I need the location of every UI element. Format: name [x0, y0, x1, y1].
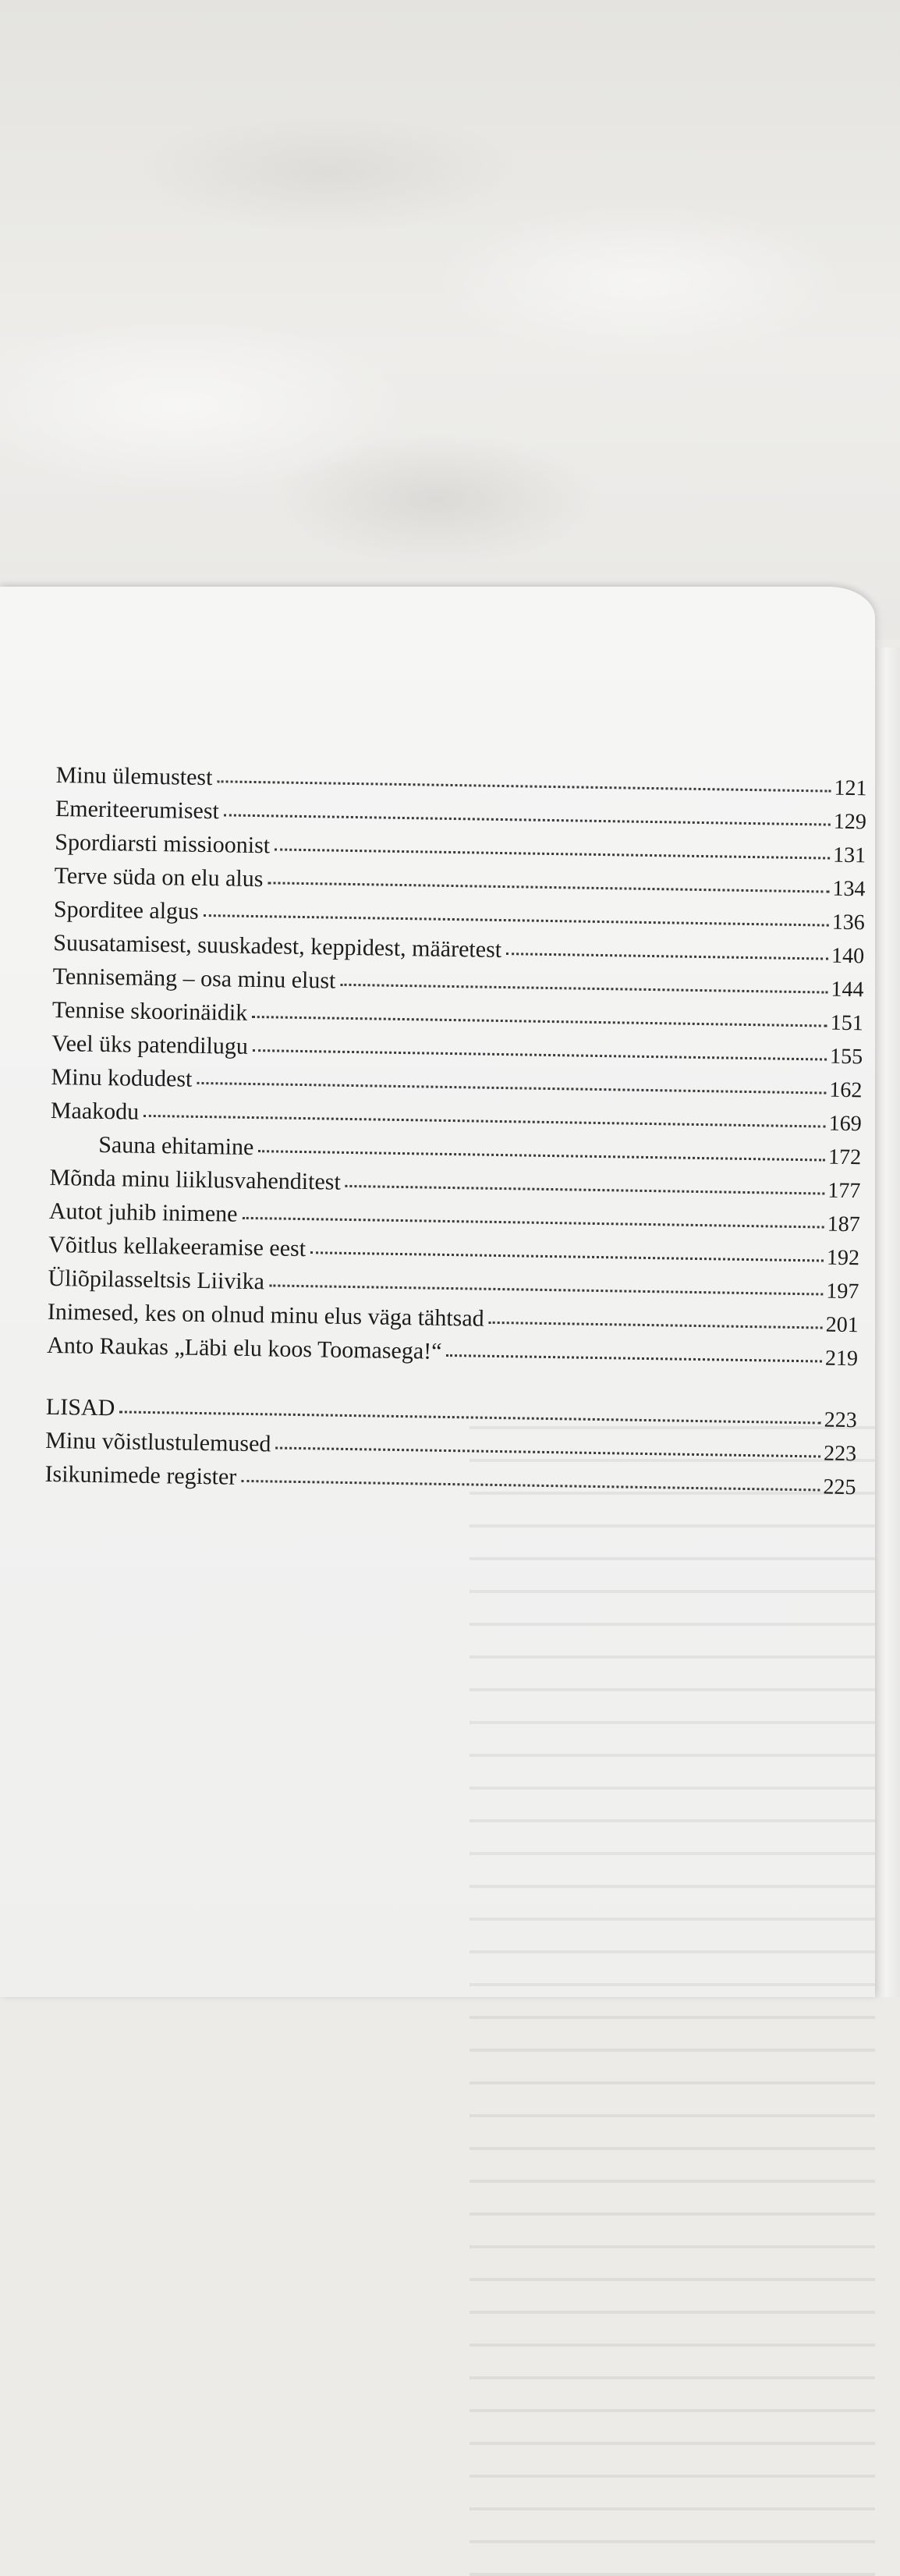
toc-entry-title: Maakodu: [50, 1097, 140, 1125]
dot-leader: [340, 984, 827, 994]
toc-entry-page: 129: [833, 809, 867, 835]
toc-entry-page: 187: [827, 1212, 860, 1237]
dot-leader: [489, 1322, 823, 1329]
toc-entry-title: Sauna ehitamine: [97, 1131, 254, 1161]
toc-entry-title: Veel üks patendilugu: [51, 1030, 249, 1059]
toc-entry-page: 155: [829, 1044, 863, 1070]
toc-entry-page: 219: [824, 1346, 859, 1371]
toc-entry-title: Tennisemäng – osa minu elust: [52, 963, 336, 994]
toc-entry-title: Minu võistlustulemused: [45, 1427, 271, 1457]
toc-entry-title: Spordiarsti missioonist: [55, 829, 271, 859]
toc-entry-title: Terve süda on elu alus: [54, 862, 264, 892]
dot-leader: [253, 1049, 827, 1061]
toc-entry-page: 172: [827, 1144, 862, 1170]
dot-leader: [217, 780, 831, 792]
toc-entry-title: Inimesed, kes on olnud minu elus väga tähtsad: [47, 1298, 484, 1332]
toc-entry-page: 223: [823, 1441, 857, 1467]
table-of-contents: [44, 758, 867, 1503]
dot-leader: [119, 1410, 821, 1424]
toc-entry-page: 192: [826, 1245, 860, 1271]
dot-leader: [446, 1354, 822, 1363]
dot-leader: [269, 1284, 823, 1295]
toc-entry-page: 121: [834, 775, 867, 801]
toc-entry-page: 162: [829, 1077, 863, 1103]
reverse-side-bleed-through: [469, 1406, 875, 2576]
toc-entry-title: Suusatamisest, suuskadest, keppidest, määretest: [53, 929, 502, 963]
toc-entry-title: Minu kodudest: [51, 1063, 193, 1092]
toc-entry-title: Anto Raukas „Läbi elu koos Toomasega!“: [46, 1332, 442, 1364]
toc-entry-page: 169: [828, 1111, 863, 1137]
toc-entry-page: 144: [831, 977, 864, 1002]
toc-entry-page: 134: [832, 876, 866, 902]
dot-leader: [144, 1115, 826, 1128]
toc-entry-title: Minu ülemustest: [55, 761, 213, 791]
toc-entry-title: Autot juhib inimene: [48, 1198, 238, 1227]
dot-leader: [506, 953, 828, 960]
toc-entry-page: 177: [827, 1178, 861, 1204]
toc-entry-title: Võitlus kellakeeramise eest: [48, 1231, 306, 1262]
toc-entry-title: Mõnda minu liiklusvahenditest: [49, 1164, 342, 1195]
toc-entry-page: 197: [826, 1279, 859, 1304]
toc-entry-page: 225: [823, 1474, 856, 1500]
dot-leader: [242, 1217, 824, 1229]
dot-leader: [268, 882, 829, 892]
toc-entry-title: Emeriteerumisest: [55, 795, 220, 825]
dot-leader: [275, 1447, 820, 1458]
toc-entry-page: 151: [830, 1010, 864, 1036]
toc-entry-title: Isikunimede register: [44, 1460, 237, 1490]
toc-entry-page: 131: [832, 843, 866, 868]
dot-leader: [224, 814, 831, 825]
toc-entry-title: LISAD: [45, 1393, 115, 1421]
dot-leader: [345, 1185, 825, 1195]
dot-leader: [275, 848, 830, 859]
toc-entry-title: Tennise skoorinäidik: [51, 996, 248, 1026]
toc-entry-page: 223: [824, 1407, 858, 1433]
dot-leader: [197, 1082, 826, 1095]
fabric-background: [0, 0, 900, 640]
dot-leader: [310, 1251, 824, 1261]
dot-leader: [241, 1480, 820, 1492]
toc-entry-page: 201: [825, 1312, 859, 1338]
dot-leader: [252, 1016, 827, 1027]
toc-entry-page: 136: [831, 910, 866, 935]
toc-entry-title: Sporditee algus: [53, 896, 200, 924]
dot-leader: [204, 914, 829, 927]
dot-leader: [258, 1150, 825, 1161]
toc-entry-page: 140: [831, 943, 865, 969]
toc-entry-title: Üliõpilasseltsis Liivika: [48, 1265, 265, 1295]
